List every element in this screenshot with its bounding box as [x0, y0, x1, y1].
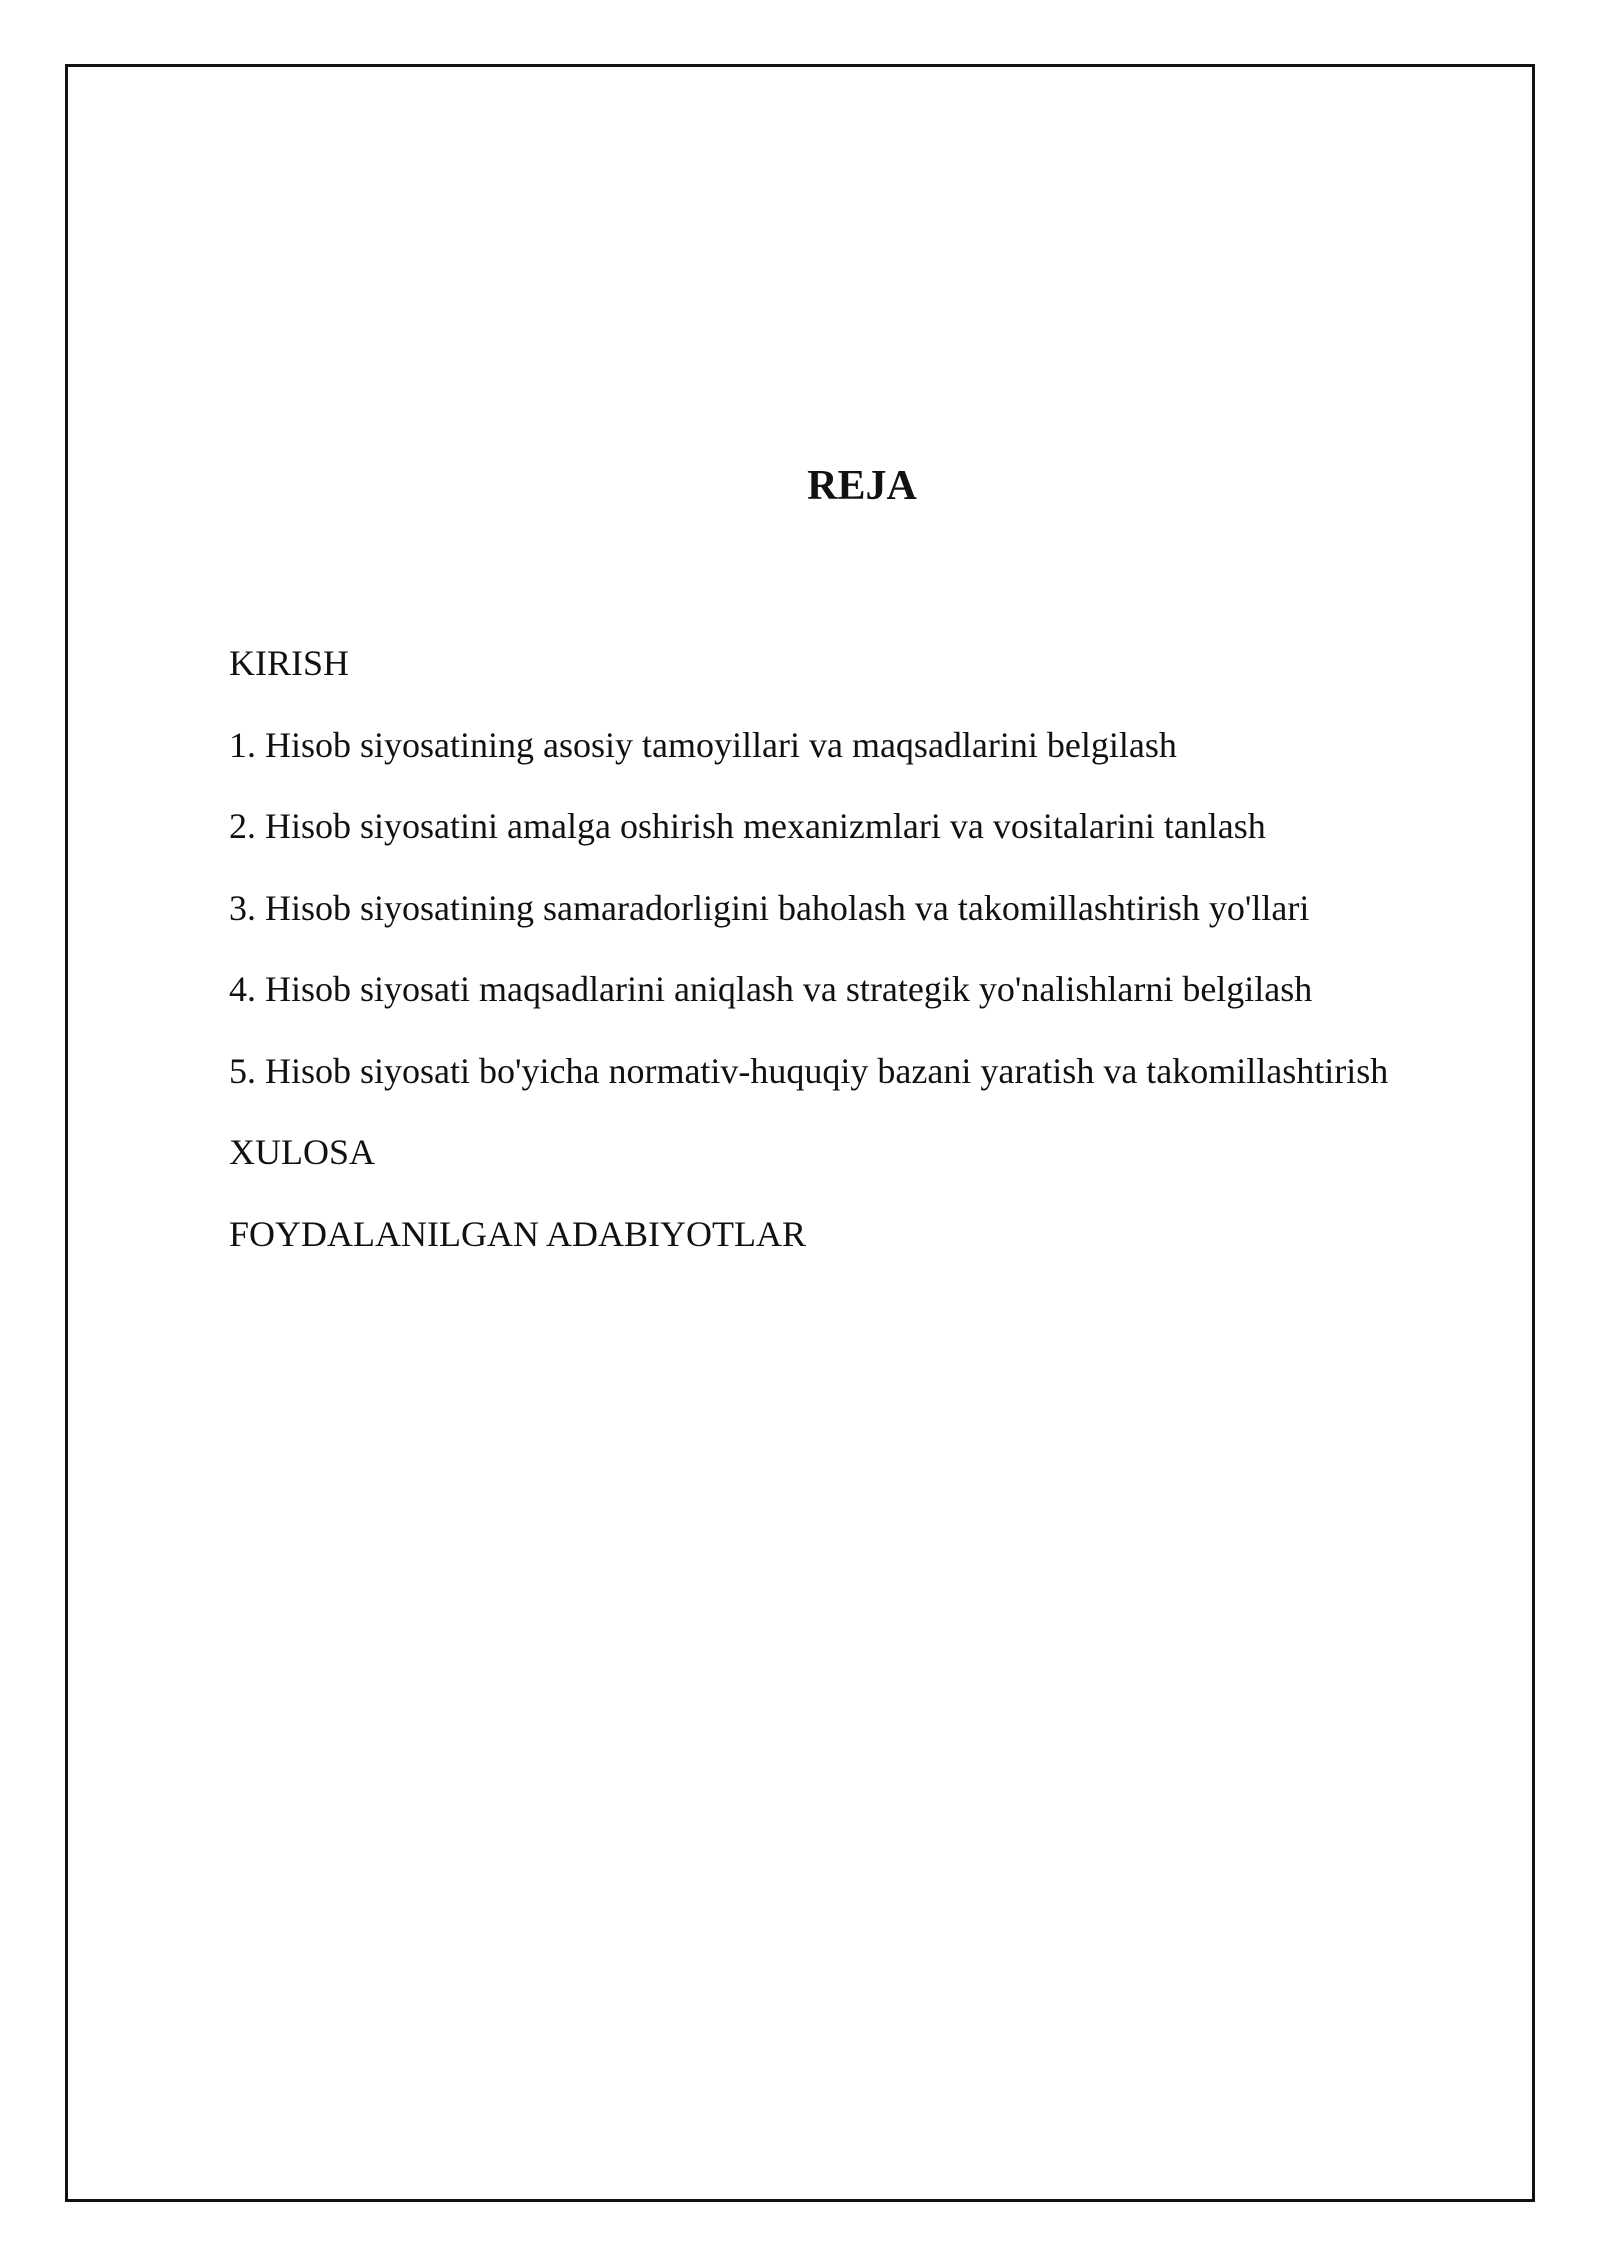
- page-title-text: REJA: [807, 463, 917, 509]
- plan-item-references: FOYDALANILGAN ADABIYOTLAR: [229, 1213, 806, 1254]
- plan-item-5: 5. Hisob siyosati bo'yicha normativ-huquqiy bazani yaratish va takomillashtirish: [229, 1050, 1389, 1091]
- plan-item-1: 1. Hisob siyosatining asosiy tamoyillari va maqsadlarini belgilash: [229, 724, 1177, 765]
- plan-item-2: 2. Hisob siyosatini amalga oshirish mexanizmlari va vositalarini tanlash: [229, 806, 1266, 846]
- plan-item-3: 3. Hisob siyosatining samaradorligini baholash va takomillashtirish yo'llari: [229, 887, 1310, 928]
- page-title: [0, 460, 1600, 512]
- plan-list: [229, 641, 1388, 1293]
- plan-item-intro: KIRISH: [229, 643, 350, 683]
- plan-item-4: 4. Hisob siyosati maqsadlarini aniqlash va strategik yo'nalishlarni belgilash: [229, 969, 1313, 1009]
- plan-item-conclusion: XULOSA: [229, 1132, 376, 1172]
